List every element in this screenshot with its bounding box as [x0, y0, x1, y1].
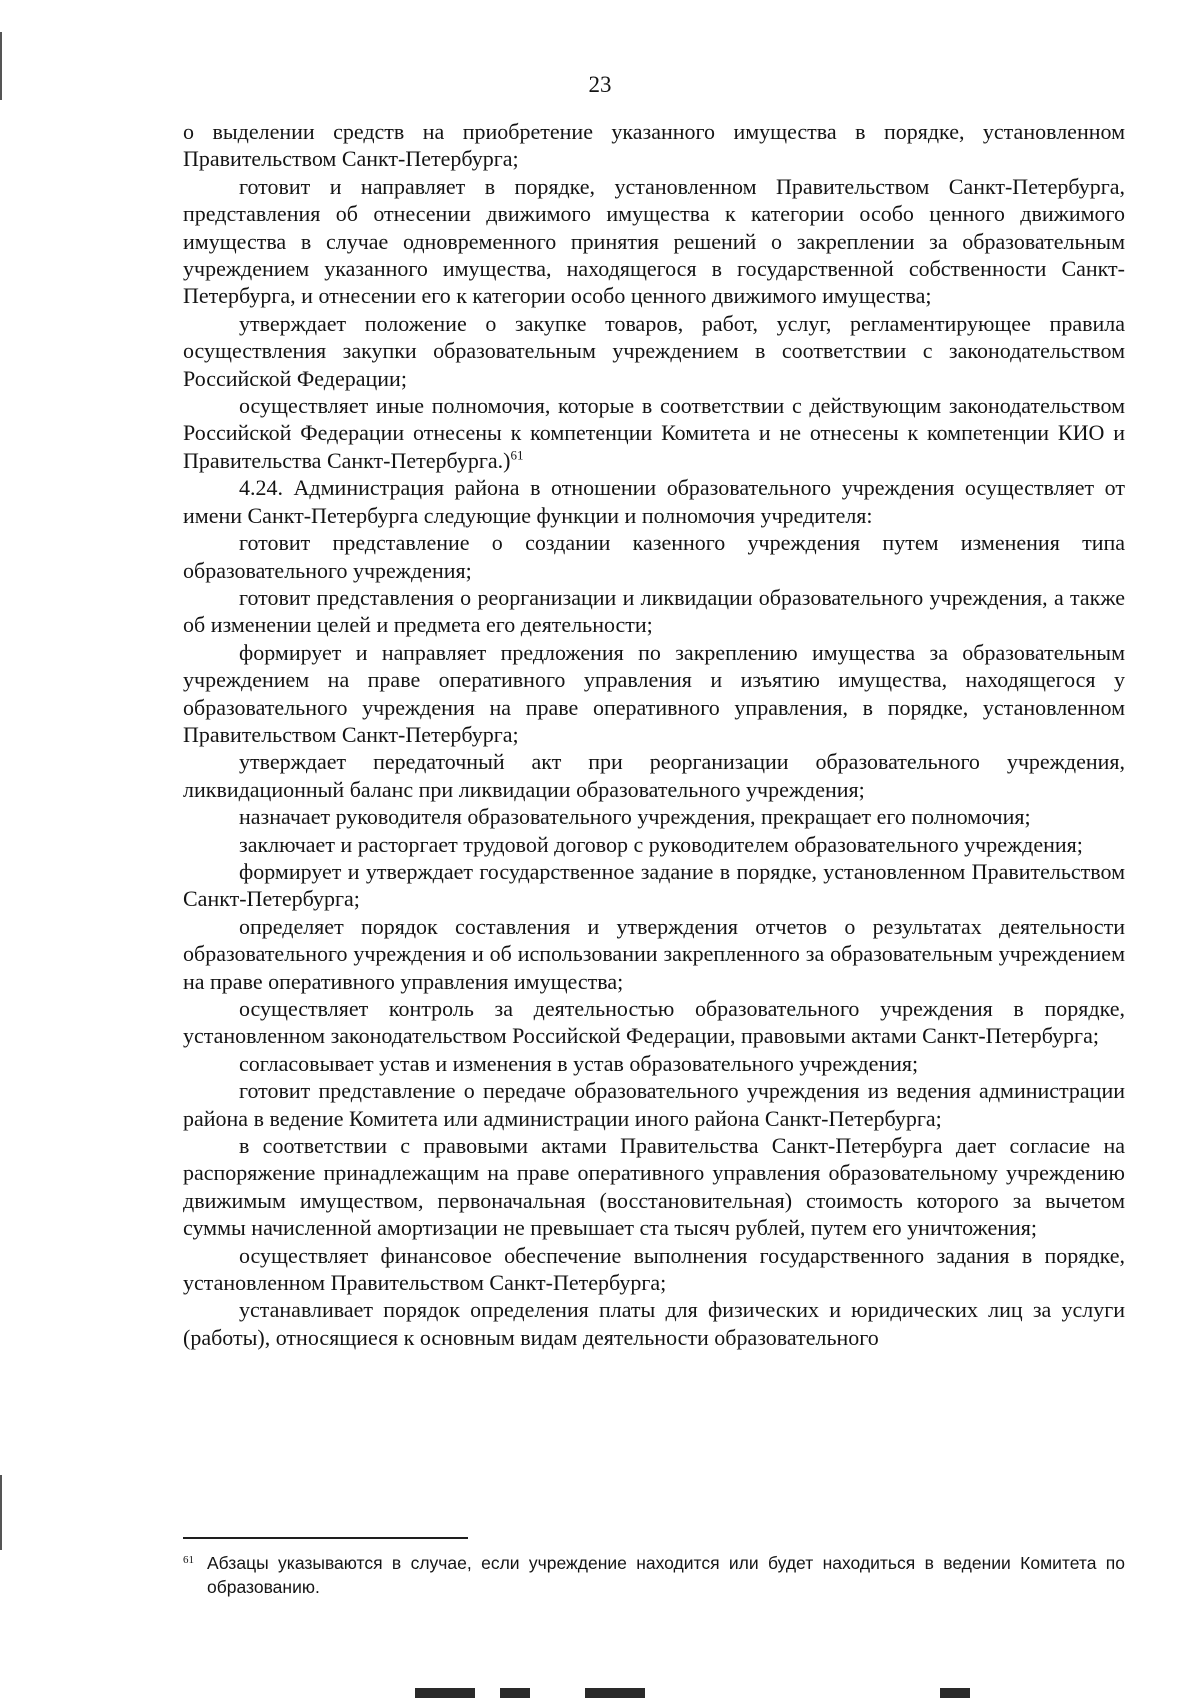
- paragraph-15: согласовывает устав и изменения в устав образовательного учреждения;: [239, 1050, 919, 1076]
- paragraph-2: готовит и направляет в порядке, установленном Правительством Санкт-Петербурга, представления об отнесении движимого имущества к категории особо ценного движимого имущества в случае одновременного принятия решений о закреплении за образовательным учреждением указанного имущества, находящегося в государственной собственности Санкт-Петербурга, и отнесении его к категории особо ценного движимого имущества;: [183, 173, 1125, 309]
- paragraph-8: формирует и направляет предложения по закреплению имущества за образовательным учреждением на праве оперативного управления и изъятию имущества, находящегося у образовательного учреждения на праве оперативного управления, в порядке, установленном Правительством Санкт-Петербурга;: [183, 639, 1125, 747]
- footnote-reference[interactable]: 61: [510, 447, 524, 463]
- paragraph-11: заключает и расторгает трудовой договор с руководителем образовательного учреждения;: [239, 831, 1083, 857]
- scan-bottom-artifact: [415, 1688, 475, 1698]
- scan-bottom-artifact: [585, 1688, 645, 1698]
- page-number: 23: [588, 72, 612, 97]
- paragraph-9: утверждает передаточный акт при реорганизации образовательного учреждения, ликвидационный баланс при ликвидации образовательного учреждения;: [183, 749, 1125, 802]
- scan-bottom-artifact: [500, 1688, 530, 1698]
- footnote-mark: 61: [183, 1554, 194, 1566]
- scan-bottom-artifact: [940, 1688, 970, 1698]
- paragraph-4: [183, 392, 1125, 474]
- paragraph-4-text: осуществляет иные полномочия, которые в соответствии с действующим законодательством Российской Федерации отнесены к компетенции Комитета и не отнесены к компетенции КИО и Правительства Санкт-Петербурга.): [183, 393, 1125, 473]
- scan-edge-mark: [0, 1475, 2, 1550]
- paragraph-12: формирует и утверждает государственное задание в порядке, установленном Правительством Санкт-Петербурга;: [183, 858, 1125, 912]
- paragraph-16: готовит представление о передаче образовательного учреждения из ведения администрации района в ведение Комитета или администрации иного района Санкт-Петербурга;: [183, 1078, 1125, 1131]
- paragraph-18: осуществляет финансовое обеспечение выполнения государственного задания в порядке, установленном Правительством Санкт-Петербурга;: [183, 1242, 1125, 1296]
- footnote-text: Абзацы указываются в случае, если учреждение находится или будет находиться в ведении Комитета по образованию.: [207, 1553, 1125, 1597]
- footnote: [183, 1551, 1125, 1599]
- paragraph-3: утверждает положение о закупке товаров, работ, услуг, регламентирующее правила осуществления закупки образовательным учреждением в соответствии с законодательством Российской Федерации;: [183, 310, 1125, 391]
- paragraph-17: в соответствии с правовыми актами Правительства Санкт-Петербурга дает согласие на распоряжение принадлежащим на праве оперативного управления образовательному учреждению движимым имуществом, первоначальная (восстановительная) стоимость которого за вычетом суммы начисленной амортизации не превышает ста тысяч рублей, путем его уничтожения;: [183, 1133, 1125, 1241]
- paragraph-5-section-4-24: 4.24. Администрация района в отношении образовательного учреждения осуществляет от имени Санкт-Петербурга следующие функции и полномочия учредителя:: [183, 475, 1125, 528]
- paragraph-14: осуществляет контроль за деятельностью образовательного учреждения в порядке, установленном законодательством Российской Федерации, правовыми актами Санкт-Петербурга;: [183, 996, 1125, 1049]
- paragraph-1: о выделении средств на приобретение указанного имущества в порядке, установленном Правительством Санкт-Петербурга;: [183, 119, 1125, 172]
- paragraph-19: устанавливает порядок определения платы для физических и юридических лиц за услуги (работы), относящиеся к основным видам деятельности образовательного: [183, 1297, 1125, 1350]
- paragraph-13: определяет порядок составления и утверждения отчетов о результатах деятельности образовательного учреждения и об использовании закрепленного за образовательным учреждением на праве оперативного управления имущества;: [183, 913, 1125, 994]
- paragraph-10: назначает руководителя образовательного учреждения, прекращает его полномочия;: [239, 804, 1031, 830]
- body-text: [183, 118, 1125, 1351]
- scan-edge-mark: [0, 32, 2, 100]
- paragraph-7: готовит представления о реорганизации и ликвидации образовательного учреждения, а также об изменении целей и предмета его деятельности;: [183, 584, 1125, 638]
- paragraph-6: готовит представление о создании казенного учреждения путем изменения типа образовательного учреждения;: [183, 530, 1125, 583]
- footnote-divider: [183, 1537, 468, 1539]
